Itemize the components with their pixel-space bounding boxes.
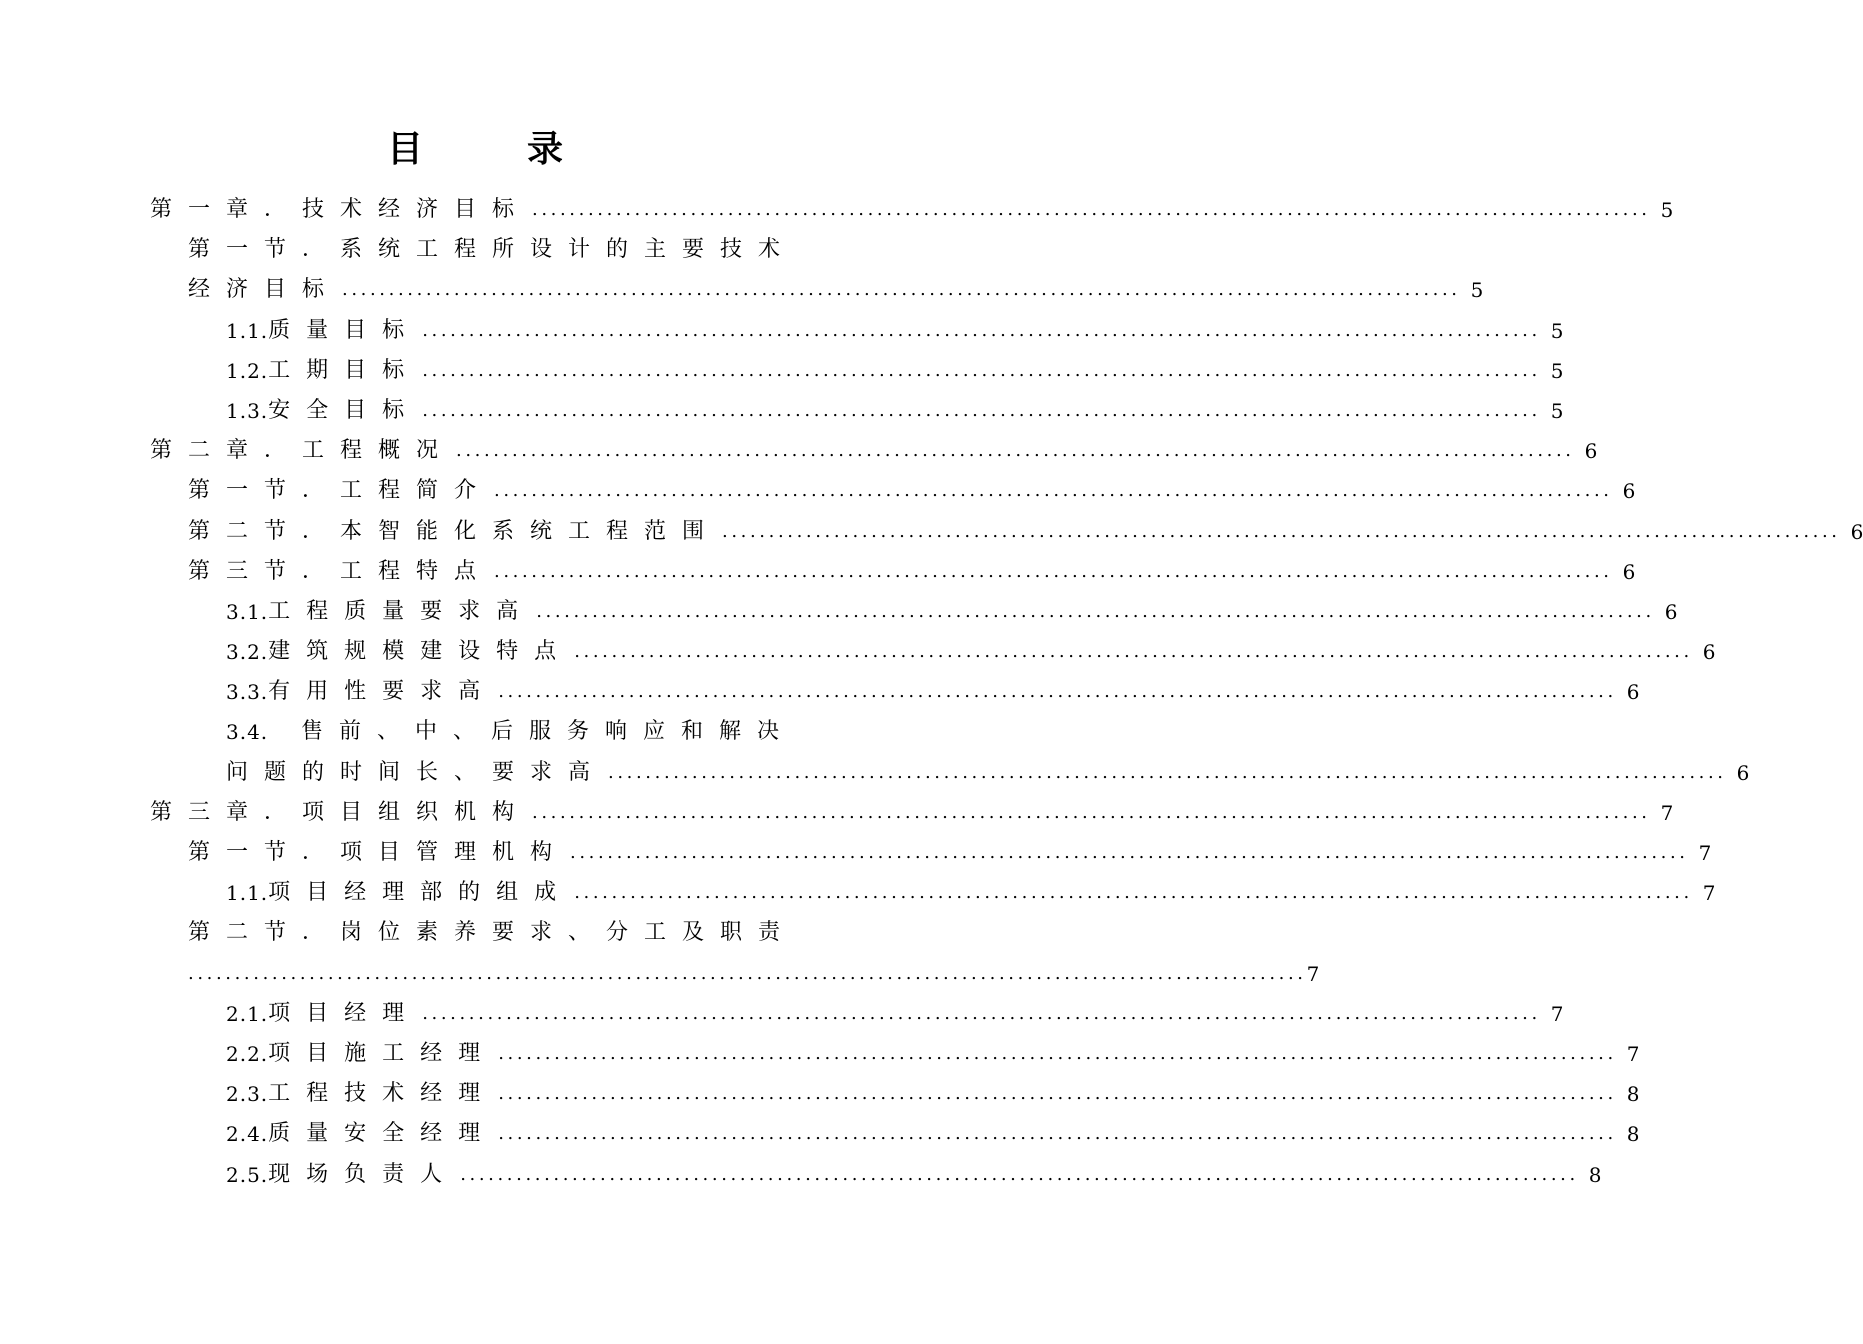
toc-entry-text: 第三章．项目组织机构 bbox=[150, 799, 531, 825]
toc-entry-text: 第二节．岗位素养要求、分工及职责 bbox=[188, 920, 797, 946]
table-of-contents bbox=[150, 190, 1863, 1195]
toc-entry[interactable] bbox=[150, 512, 1863, 552]
toc-leader-dots: ........................................................................................................................ bbox=[342, 279, 1461, 301]
toc-page-number: 6 bbox=[1736, 760, 1750, 785]
toc-entry-text: 第三节．工程特点 bbox=[188, 558, 493, 584]
toc-entry-number: 2.2. bbox=[226, 1041, 269, 1066]
toc-entry-text: 工程技术经理 bbox=[268, 1081, 497, 1107]
toc-entry-number: 1.3. bbox=[226, 398, 269, 423]
toc-entry[interactable] bbox=[150, 230, 795, 270]
toc-entry-number: 3.1. bbox=[226, 599, 269, 624]
toc-page-number: 5 bbox=[1550, 358, 1564, 383]
toc-entry-text: 建筑规模建设特点 bbox=[268, 639, 573, 665]
toc-leader-dots: ........................................................................................................................ bbox=[188, 962, 1307, 984]
toc-entry[interactable] bbox=[150, 552, 1636, 592]
toc-entry-number: 3.2. bbox=[226, 640, 269, 665]
toc-page-number: 8 bbox=[1626, 1082, 1640, 1107]
toc-entry-text: 工程质量要求高 bbox=[268, 598, 535, 624]
toc-entry[interactable] bbox=[150, 1034, 1640, 1074]
toc-page-number: 5 bbox=[1660, 198, 1674, 222]
toc-entry[interactable] bbox=[150, 753, 1750, 793]
toc-entry-text: 第一节．项目管理机构 bbox=[188, 840, 569, 865]
toc-entry[interactable] bbox=[150, 632, 1716, 672]
toc-leader-dots: ........................................................................................................................ bbox=[498, 681, 1617, 703]
toc-page-number: 6 bbox=[1850, 519, 1863, 544]
toc-entry-number: 2.4. bbox=[226, 1122, 269, 1147]
toc-entry[interactable] bbox=[150, 1114, 1640, 1154]
toc-entry[interactable] bbox=[150, 592, 1678, 632]
toc-entry-number: 3.3. bbox=[226, 680, 269, 705]
toc-entry-text: 项目经理部的组成 bbox=[268, 880, 573, 906]
toc-entry-text: 质量目标 bbox=[268, 317, 421, 343]
toc-leader-dots: ........................................................................................................................ bbox=[608, 761, 1727, 783]
toc-entry-text: 有用性要求高 bbox=[268, 679, 497, 705]
toc-entry-text: 质量安全经理 bbox=[268, 1121, 497, 1147]
toc-leader-dots: ........................................................................................................................ bbox=[532, 801, 1651, 823]
toc-leader-dots: ........................................................................................................................ bbox=[422, 1002, 1541, 1024]
toc-leader-dots: ........................................................................................................................ bbox=[722, 520, 1841, 542]
toc-page-number: 7 bbox=[1626, 1041, 1640, 1066]
toc-page-number: 6 bbox=[1622, 559, 1636, 584]
toc-entry[interactable] bbox=[150, 270, 1484, 310]
toc-entry-text: 第二章．工程概况 bbox=[150, 438, 455, 464]
toc-leader-dots: ........................................................................................................................ bbox=[532, 199, 1651, 220]
toc-entry-text: 工期目标 bbox=[268, 357, 421, 383]
toc-page-number: 5 bbox=[1550, 398, 1564, 423]
toc-leader-dots: ........................................................................................................................ bbox=[536, 600, 1655, 622]
toc-page-number: 6 bbox=[1584, 439, 1598, 464]
toc-leader-dots: ........................................................................................................................ bbox=[422, 319, 1541, 341]
toc-page-number: 8 bbox=[1588, 1162, 1602, 1187]
toc-entry[interactable] bbox=[150, 873, 1716, 913]
toc-leader-dots: ........................................................................................................................ bbox=[570, 842, 1689, 863]
toc-entry-text: 第一节．工程简介 bbox=[188, 478, 493, 504]
toc-leader-dots: ........................................................................................................................ bbox=[456, 440, 1575, 462]
toc-entry-number: 2.1. bbox=[226, 1001, 269, 1026]
toc-leader-dots: ........................................................................................................................ bbox=[498, 1083, 1617, 1105]
toc-page-number: 7 bbox=[1698, 841, 1712, 865]
toc-leader-dots: ........................................................................................................................ bbox=[574, 641, 1693, 663]
toc-title bbox=[0, 124, 950, 174]
toc-entry[interactable] bbox=[150, 712, 795, 752]
toc-page-number: 6 bbox=[1626, 680, 1640, 705]
toc-entry[interactable] bbox=[150, 994, 1564, 1034]
toc-entry-number: 1.1. bbox=[226, 318, 269, 343]
toc-entry[interactable] bbox=[150, 311, 1564, 351]
toc-entry[interactable] bbox=[150, 1074, 1640, 1114]
toc-leader-dots: ........................................................................................................................ bbox=[422, 399, 1541, 421]
toc-page-number: 7 bbox=[1306, 961, 1320, 986]
toc-entry-number: 3.4. bbox=[226, 720, 269, 745]
toc-leader-dots: ........................................................................................................................ bbox=[422, 359, 1541, 381]
toc-page-number: 7 bbox=[1550, 1001, 1564, 1026]
toc-entry[interactable] bbox=[150, 793, 1674, 833]
toc-entry-text: 售前、中、后服务响应和解决 bbox=[300, 719, 795, 745]
toc-leader-dots: ........................................................................................................................ bbox=[494, 560, 1613, 582]
toc-leader-dots: ........................................................................................................................ bbox=[498, 1123, 1617, 1145]
toc-entry-number: 2.5. bbox=[226, 1162, 269, 1187]
toc-entry[interactable] bbox=[150, 672, 1640, 712]
toc-page-number: 5 bbox=[1550, 318, 1564, 343]
toc-leader-dots: ........................................................................................................................ bbox=[460, 1163, 1579, 1185]
toc-entry-number: 2.3. bbox=[226, 1082, 269, 1107]
toc-entry[interactable] bbox=[150, 833, 1712, 873]
toc-page-number: 5 bbox=[1470, 278, 1484, 303]
toc-page-number: 6 bbox=[1622, 479, 1636, 504]
toc-entry-text: 第一章．技术经济目标 bbox=[150, 197, 531, 222]
toc-entry[interactable] bbox=[150, 471, 1636, 511]
toc-entry[interactable] bbox=[150, 351, 1564, 391]
toc-page-number: 7 bbox=[1702, 881, 1716, 906]
toc-entry[interactable] bbox=[150, 954, 1320, 994]
toc-entry-text: 问题的时间长、要求高 bbox=[226, 759, 607, 785]
toc-page-number: 7 bbox=[1660, 800, 1674, 825]
toc-entry-number: 1.1. bbox=[226, 881, 269, 906]
toc-title-char-2: 录 bbox=[527, 128, 564, 170]
toc-entry[interactable] bbox=[150, 913, 795, 953]
toc-page-number: 8 bbox=[1626, 1122, 1640, 1147]
toc-entry[interactable] bbox=[150, 391, 1564, 431]
toc-leader-dots: ........................................................................................................................ bbox=[494, 480, 1613, 502]
toc-leader-dots: ........................................................................................................................ bbox=[498, 1042, 1617, 1064]
toc-entry-text: 安全目标 bbox=[268, 397, 421, 423]
toc-entry[interactable] bbox=[150, 190, 1674, 230]
toc-entry-number: 1.2. bbox=[226, 358, 269, 383]
toc-entry-text: 第二节．本智能化系统工程范围 bbox=[188, 518, 721, 544]
toc-entry[interactable] bbox=[150, 1155, 1602, 1195]
toc-page-number: 6 bbox=[1664, 599, 1678, 624]
toc-entry-text: 经济目标 bbox=[188, 277, 341, 303]
toc-title-char-1: 目 bbox=[386, 128, 423, 170]
toc-entry-text: 第一节．系统工程所设计的主要技术 bbox=[188, 237, 797, 263]
toc-entry-text: 项目经理 bbox=[268, 1000, 421, 1026]
toc-entry-text: 现场负责人 bbox=[268, 1161, 459, 1187]
toc-leader-dots: ........................................................................................................................ bbox=[574, 882, 1693, 904]
toc-entry-text: 项目施工经理 bbox=[268, 1040, 497, 1066]
toc-entry[interactable] bbox=[150, 431, 1598, 471]
toc-page-number: 6 bbox=[1702, 640, 1716, 665]
